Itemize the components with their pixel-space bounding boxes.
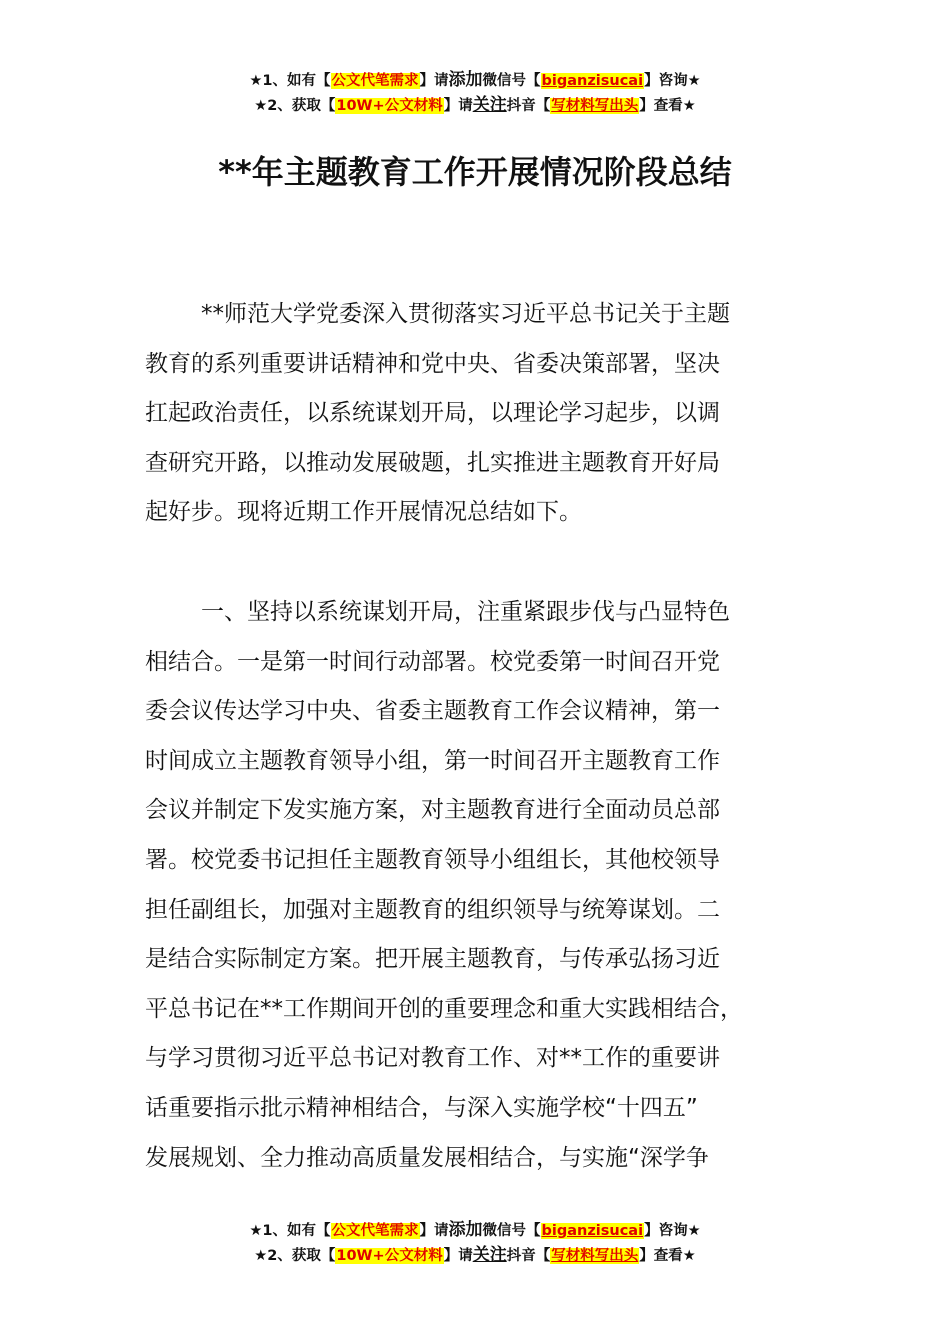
text-line: 起好步。现将近期工作开展情况总结如下。: [145, 499, 582, 526]
text-line: 发展规划、全力推动高质量发展相结合，与实施“深学争: [145, 1144, 709, 1171]
banner-line-1: ★1、如有【公文代笔需求】请添加微信号【biganzisucai】咨询★: [249, 1220, 701, 1240]
highlight-materials: 10W+公文材料: [336, 1248, 443, 1264]
paragraph-section-1: [145, 588, 825, 1183]
text-line: 委会议传达学习中央、省委主题教育工作会议精神，第一: [145, 698, 720, 725]
text-line: 教育的系列重要讲话精神和党中央、省委决策部署，坚决: [145, 350, 720, 377]
text-line: 话重要指示批示精神相结合，与深入实施学校“十四五”: [145, 1094, 698, 1121]
highlight-wechat-id[interactable]: biganzisucai: [541, 73, 644, 89]
text-line: 扛起政治责任，以系统谋划开局，以理论学习起步，以调: [145, 400, 720, 427]
highlight-douyin[interactable]: 写材料写出头: [551, 1248, 639, 1264]
text-line: 署。校党委书记担任主题教育领导小组组长，其他校领导: [145, 846, 720, 873]
top-banner: [0, 68, 950, 118]
text-line: 相结合。一是第一时间行动部署。校党委第一时间召开党: [145, 648, 720, 675]
text-line: 是结合实际制定方案。把开展主题教育，与传承弘扬习近: [145, 946, 720, 973]
highlight-service: 公文代笔需求: [331, 73, 419, 89]
text-line: **师范大学党委深入贯彻落实习近平总书记关于主题: [201, 301, 730, 327]
text-line: 查研究开路，以推动发展破题，扎实推进主题教育开好局: [145, 449, 720, 476]
paragraph-intro: [145, 290, 825, 538]
banner-line-2: ★2、获取【10W+公文材料】请关注抖音【写材料写出头】查看★: [254, 1245, 696, 1265]
text-line: 会议并制定下发实施方案，对主题教育进行全面动员总部: [145, 797, 720, 824]
banner-line-1: ★1、如有【公文代笔需求】请添加微信号【biganzisucai】咨询★: [249, 70, 701, 90]
text-line: 一、坚持以系统谋划开局，注重紧跟步伐与凸显特色: [201, 599, 730, 625]
text-line: 平总书记在**工作期间开创的重要理念和重大实践相结合，: [145, 995, 743, 1022]
text-line: 担任副组长，加强对主题教育的组织领导与统筹谋划。二: [145, 896, 720, 923]
bottom-banner: [0, 1218, 950, 1268]
text-line: 时间成立主题教育领导小组，第一时间召开主题教育工作: [145, 747, 720, 774]
text-line: 与学习贯彻习近平总书记对教育工作、对**工作的重要讲: [145, 1045, 720, 1072]
banner-line-2: ★2、获取【10W+公文材料】请关注抖音【写材料写出头】查看★: [254, 95, 696, 115]
highlight-wechat-id[interactable]: biganzisucai: [541, 1223, 644, 1239]
highlight-materials: 10W+公文材料: [336, 98, 443, 114]
highlight-douyin[interactable]: 写材料写出头: [551, 98, 639, 114]
highlight-service: 公文代笔需求: [331, 1223, 419, 1239]
page-title: **年主题教育工作开展情况阶段总结: [218, 153, 732, 191]
